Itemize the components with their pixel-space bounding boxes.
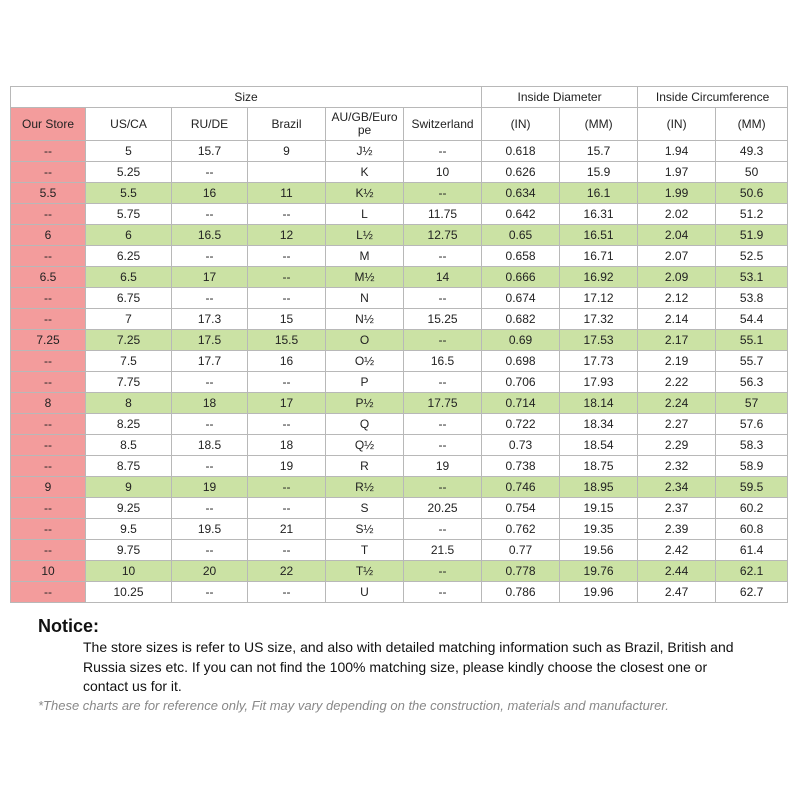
cell-diameter-mm: 17.32	[560, 309, 638, 330]
cell-brazil: 21	[248, 519, 326, 540]
cell-circumference-in: 2.32	[638, 456, 716, 477]
notice-text: The store sizes is refer to US size, and also with detailed matching information such as Brazil, British and Russia sizes etc. If you can not find the 100% matching size, please kindly choose the closest one or contact us for it.	[83, 639, 734, 694]
cell-switzerland: 15.25	[404, 309, 482, 330]
inside-circumference-header: Inside Circumference	[638, 87, 788, 108]
cell-diameter-mm: 17.53	[560, 330, 638, 351]
cell-diameter-mm: 17.93	[560, 372, 638, 393]
cell-us-ca: 6	[86, 225, 172, 246]
cell-circumference-mm: 51.9	[716, 225, 788, 246]
cell-ru-de: 20	[172, 561, 248, 582]
cell-diameter-mm: 19.56	[560, 540, 638, 561]
cell-au-gb-europe: R	[326, 456, 404, 477]
cell-brazil: --	[248, 267, 326, 288]
cell-ru-de: 18.5	[172, 435, 248, 456]
cell-us-ca: 6.75	[86, 288, 172, 309]
cell-brazil: 22	[248, 561, 326, 582]
cell-our-store: --	[11, 435, 86, 456]
table-row	[11, 330, 788, 351]
cell-switzerland: 11.75	[404, 204, 482, 225]
cell-our-store: 8	[11, 393, 86, 414]
cell-us-ca: 7.5	[86, 351, 172, 372]
cell-brazil: --	[248, 372, 326, 393]
column-header-row	[11, 108, 788, 141]
cell-us-ca: 6.25	[86, 246, 172, 267]
cell-diameter-in: 0.786	[482, 582, 560, 603]
table-row	[11, 267, 788, 288]
cell-circumference-mm: 61.4	[716, 540, 788, 561]
cell-brazil: 15	[248, 309, 326, 330]
col-header-us-ca: US/CA	[86, 108, 172, 141]
cell-diameter-mm: 17.12	[560, 288, 638, 309]
cell-brazil: 17	[248, 393, 326, 414]
cell-diameter-in: 0.77	[482, 540, 560, 561]
cell-brazil: 19	[248, 456, 326, 477]
cell-our-store: --	[11, 414, 86, 435]
cell-switzerland: --	[404, 477, 482, 498]
table-row	[11, 540, 788, 561]
table-row	[11, 288, 788, 309]
cell-switzerland: --	[404, 141, 482, 162]
cell-us-ca: 7	[86, 309, 172, 330]
cell-au-gb-europe: S½	[326, 519, 404, 540]
cell-circumference-in: 1.99	[638, 183, 716, 204]
cell-us-ca: 10.25	[86, 582, 172, 603]
cell-our-store: 7.25	[11, 330, 86, 351]
cell-switzerland: --	[404, 372, 482, 393]
cell-ru-de: 19.5	[172, 519, 248, 540]
cell-ru-de: 19	[172, 477, 248, 498]
inside-diameter-header: Inside Diameter	[482, 87, 638, 108]
col-header-diameter-in: (IN)	[482, 108, 560, 141]
cell-our-store: --	[11, 498, 86, 519]
cell-circumference-in: 2.37	[638, 498, 716, 519]
disclaimer: *These charts are for reference only, Fit may vary depending on the construction, materials and manufacturer.	[38, 698, 669, 713]
table-row	[11, 225, 788, 246]
cell-brazil: 11	[248, 183, 326, 204]
cell-ru-de: 17.3	[172, 309, 248, 330]
cell-au-gb-europe: P½	[326, 393, 404, 414]
table-row	[11, 435, 788, 456]
cell-au-gb-europe: Q½	[326, 435, 404, 456]
cell-our-store: --	[11, 288, 86, 309]
cell-brazil: --	[248, 540, 326, 561]
cell-circumference-in: 2.29	[638, 435, 716, 456]
notice-title: Notice:	[38, 616, 100, 636]
cell-circumference-in: 1.94	[638, 141, 716, 162]
cell-diameter-in: 0.714	[482, 393, 560, 414]
cell-circumference-in: 2.19	[638, 351, 716, 372]
cell-switzerland: 16.5	[404, 351, 482, 372]
cell-us-ca: 9	[86, 477, 172, 498]
cell-circumference-mm: 60.8	[716, 519, 788, 540]
cell-brazil: --	[248, 246, 326, 267]
cell-us-ca: 9.75	[86, 540, 172, 561]
cell-diameter-in: 0.626	[482, 162, 560, 183]
cell-circumference-mm: 57	[716, 393, 788, 414]
table-row	[11, 372, 788, 393]
cell-brazil: --	[248, 477, 326, 498]
size-group-header: Size	[11, 87, 482, 108]
cell-circumference-mm: 53.1	[716, 267, 788, 288]
col-header-switzerland: Switzerland	[404, 108, 482, 141]
cell-diameter-mm: 16.31	[560, 204, 638, 225]
table-row	[11, 519, 788, 540]
cell-brazil: --	[248, 288, 326, 309]
cell-switzerland: 20.25	[404, 498, 482, 519]
cell-our-store: --	[11, 519, 86, 540]
cell-circumference-mm: 49.3	[716, 141, 788, 162]
cell-ru-de: --	[172, 372, 248, 393]
cell-our-store: --	[11, 309, 86, 330]
cell-switzerland: --	[404, 183, 482, 204]
cell-us-ca: 6.5	[86, 267, 172, 288]
cell-au-gb-europe: P	[326, 372, 404, 393]
cell-circumference-mm: 62.7	[716, 582, 788, 603]
cell-circumference-in: 2.17	[638, 330, 716, 351]
cell-our-store: --	[11, 246, 86, 267]
cell-brazil: --	[248, 498, 326, 519]
cell-us-ca: 9.5	[86, 519, 172, 540]
cell-brazil: --	[248, 204, 326, 225]
cell-ru-de: --	[172, 246, 248, 267]
cell-circumference-mm: 55.7	[716, 351, 788, 372]
cell-circumference-mm: 58.9	[716, 456, 788, 477]
cell-diameter-in: 0.778	[482, 561, 560, 582]
cell-diameter-mm: 16.1	[560, 183, 638, 204]
cell-au-gb-europe: L	[326, 204, 404, 225]
cell-au-gb-europe: S	[326, 498, 404, 519]
cell-brazil: 12	[248, 225, 326, 246]
cell-our-store: --	[11, 351, 86, 372]
cell-ru-de: 18	[172, 393, 248, 414]
cell-our-store: --	[11, 582, 86, 603]
cell-our-store: 6	[11, 225, 86, 246]
cell-au-gb-europe: R½	[326, 477, 404, 498]
cell-circumference-mm: 55.1	[716, 330, 788, 351]
cell-circumference-in: 2.04	[638, 225, 716, 246]
table-row	[11, 456, 788, 477]
cell-diameter-in: 0.634	[482, 183, 560, 204]
cell-au-gb-europe: O½	[326, 351, 404, 372]
cell-ru-de: --	[172, 540, 248, 561]
table-row	[11, 183, 788, 204]
cell-diameter-in: 0.666	[482, 267, 560, 288]
cell-diameter-in: 0.682	[482, 309, 560, 330]
cell-circumference-in: 2.12	[638, 288, 716, 309]
cell-circumference-in: 2.24	[638, 393, 716, 414]
cell-circumference-mm: 62.1	[716, 561, 788, 582]
cell-brazil: 16	[248, 351, 326, 372]
cell-switzerland: --	[404, 330, 482, 351]
cell-switzerland: --	[404, 582, 482, 603]
cell-us-ca: 8.25	[86, 414, 172, 435]
cell-au-gb-europe: T	[326, 540, 404, 561]
cell-diameter-mm: 19.96	[560, 582, 638, 603]
cell-switzerland: --	[404, 519, 482, 540]
cell-us-ca: 8	[86, 393, 172, 414]
cell-diameter-in: 0.73	[482, 435, 560, 456]
cell-us-ca: 7.75	[86, 372, 172, 393]
table-row	[11, 309, 788, 330]
cell-switzerland: 14	[404, 267, 482, 288]
cell-circumference-in: 2.07	[638, 246, 716, 267]
cell-au-gb-europe: Q	[326, 414, 404, 435]
cell-diameter-in: 0.762	[482, 519, 560, 540]
cell-us-ca: 8.75	[86, 456, 172, 477]
cell-circumference-in: 2.27	[638, 414, 716, 435]
cell-diameter-mm: 15.7	[560, 141, 638, 162]
cell-us-ca: 5.75	[86, 204, 172, 225]
cell-our-store: 10	[11, 561, 86, 582]
cell-ru-de: --	[172, 414, 248, 435]
cell-diameter-in: 0.658	[482, 246, 560, 267]
cell-au-gb-europe: K½	[326, 183, 404, 204]
cell-switzerland: --	[404, 561, 482, 582]
cell-diameter-in: 0.65	[482, 225, 560, 246]
cell-circumference-mm: 58.3	[716, 435, 788, 456]
table-row	[11, 393, 788, 414]
cell-our-store: --	[11, 141, 86, 162]
cell-circumference-in: 2.09	[638, 267, 716, 288]
cell-diameter-mm: 19.15	[560, 498, 638, 519]
cell-circumference-mm: 53.8	[716, 288, 788, 309]
cell-circumference-mm: 51.2	[716, 204, 788, 225]
cell-circumference-in: 2.02	[638, 204, 716, 225]
table-row	[11, 204, 788, 225]
cell-brazil	[248, 162, 326, 183]
cell-circumference-mm: 57.6	[716, 414, 788, 435]
cell-us-ca: 7.25	[86, 330, 172, 351]
cell-ru-de: 15.7	[172, 141, 248, 162]
cell-our-store: --	[11, 372, 86, 393]
cell-switzerland: 17.75	[404, 393, 482, 414]
cell-ru-de: --	[172, 582, 248, 603]
cell-circumference-in: 2.42	[638, 540, 716, 561]
table-row	[11, 141, 788, 162]
cell-au-gb-europe: J½	[326, 141, 404, 162]
cell-ru-de: --	[172, 162, 248, 183]
cell-diameter-in: 0.706	[482, 372, 560, 393]
cell-diameter-mm: 18.95	[560, 477, 638, 498]
cell-circumference-mm: 54.4	[716, 309, 788, 330]
cell-ru-de: 17	[172, 267, 248, 288]
cell-circumference-mm: 59.5	[716, 477, 788, 498]
cell-circumference-in: 1.97	[638, 162, 716, 183]
cell-us-ca: 5.5	[86, 183, 172, 204]
col-header-circumference-mm: (MM)	[716, 108, 788, 141]
cell-our-store: --	[11, 162, 86, 183]
cell-switzerland: 21.5	[404, 540, 482, 561]
table-body	[11, 141, 788, 603]
cell-circumference-in: 2.22	[638, 372, 716, 393]
size-chart	[10, 86, 787, 611]
cell-our-store: 9	[11, 477, 86, 498]
cell-ru-de: --	[172, 288, 248, 309]
cell-switzerland: 10	[404, 162, 482, 183]
col-header-diameter-mm: (MM)	[560, 108, 638, 141]
cell-circumference-in: 2.44	[638, 561, 716, 582]
cell-au-gb-europe: K	[326, 162, 404, 183]
cell-au-gb-europe: U	[326, 582, 404, 603]
table-row	[11, 246, 788, 267]
cell-circumference-in: 2.47	[638, 582, 716, 603]
col-header-circumference-in: (IN)	[638, 108, 716, 141]
cell-switzerland: 12.75	[404, 225, 482, 246]
cell-us-ca: 5	[86, 141, 172, 162]
cell-ru-de: 16.5	[172, 225, 248, 246]
cell-circumference-mm: 60.2	[716, 498, 788, 519]
cell-brazil: --	[248, 414, 326, 435]
col-header-brazil: Brazil	[248, 108, 326, 141]
cell-switzerland: --	[404, 435, 482, 456]
col-header-ru-de: RU/DE	[172, 108, 248, 141]
cell-us-ca: 10	[86, 561, 172, 582]
cell-au-gb-europe: L½	[326, 225, 404, 246]
cell-diameter-mm: 16.92	[560, 267, 638, 288]
cell-au-gb-europe: M	[326, 246, 404, 267]
cell-switzerland: --	[404, 414, 482, 435]
cell-ru-de: --	[172, 204, 248, 225]
cell-diameter-in: 0.642	[482, 204, 560, 225]
cell-circumference-in: 2.14	[638, 309, 716, 330]
cell-circumference-mm: 50.6	[716, 183, 788, 204]
table-row	[11, 498, 788, 519]
cell-switzerland: 19	[404, 456, 482, 477]
table-row	[11, 414, 788, 435]
cell-au-gb-europe: N	[326, 288, 404, 309]
cell-au-gb-europe: M½	[326, 267, 404, 288]
cell-diameter-in: 0.618	[482, 141, 560, 162]
cell-diameter-in: 0.746	[482, 477, 560, 498]
cell-our-store: 6.5	[11, 267, 86, 288]
cell-our-store: 5.5	[11, 183, 86, 204]
col-header-au-gb-europe: AU/GB/Euro pe	[326, 108, 404, 141]
cell-diameter-in: 0.698	[482, 351, 560, 372]
table-row	[11, 162, 788, 183]
cell-diameter-in: 0.722	[482, 414, 560, 435]
cell-us-ca: 5.25	[86, 162, 172, 183]
cell-diameter-in: 0.69	[482, 330, 560, 351]
table-row	[11, 582, 788, 603]
cell-circumference-mm: 56.3	[716, 372, 788, 393]
cell-diameter-mm: 19.35	[560, 519, 638, 540]
cell-diameter-mm: 18.34	[560, 414, 638, 435]
cell-diameter-in: 0.738	[482, 456, 560, 477]
cell-ru-de: 17.5	[172, 330, 248, 351]
cell-us-ca: 9.25	[86, 498, 172, 519]
header-group-row	[11, 87, 788, 108]
col-header-our-store: Our Store	[11, 108, 86, 141]
cell-ru-de: --	[172, 456, 248, 477]
cell-diameter-mm: 16.71	[560, 246, 638, 267]
cell-diameter-in: 0.754	[482, 498, 560, 519]
cell-brazil: 9	[248, 141, 326, 162]
cell-switzerland: --	[404, 288, 482, 309]
cell-ru-de: --	[172, 498, 248, 519]
cell-circumference-mm: 52.5	[716, 246, 788, 267]
cell-diameter-mm: 19.76	[560, 561, 638, 582]
cell-brazil: 18	[248, 435, 326, 456]
cell-circumference-in: 2.34	[638, 477, 716, 498]
cell-ru-de: 16	[172, 183, 248, 204]
cell-diameter-mm: 17.73	[560, 351, 638, 372]
cell-brazil: 15.5	[248, 330, 326, 351]
cell-our-store: --	[11, 456, 86, 477]
cell-diameter-mm: 18.54	[560, 435, 638, 456]
cell-au-gb-europe: T½	[326, 561, 404, 582]
cell-diameter-mm: 18.75	[560, 456, 638, 477]
cell-au-gb-europe: N½	[326, 309, 404, 330]
cell-our-store: --	[11, 540, 86, 561]
cell-au-gb-europe: O	[326, 330, 404, 351]
cell-circumference-mm: 50	[716, 162, 788, 183]
cell-brazil: --	[248, 582, 326, 603]
cell-switzerland: --	[404, 246, 482, 267]
cell-us-ca: 8.5	[86, 435, 172, 456]
table-row	[11, 561, 788, 582]
table-row	[11, 351, 788, 372]
cell-diameter-mm: 16.51	[560, 225, 638, 246]
cell-our-store: --	[11, 204, 86, 225]
cell-diameter-in: 0.674	[482, 288, 560, 309]
cell-diameter-mm: 18.14	[560, 393, 638, 414]
cell-ru-de: 17.7	[172, 351, 248, 372]
cell-circumference-in: 2.39	[638, 519, 716, 540]
ring-size-table	[10, 86, 788, 603]
table-row	[11, 477, 788, 498]
cell-diameter-mm: 15.9	[560, 162, 638, 183]
